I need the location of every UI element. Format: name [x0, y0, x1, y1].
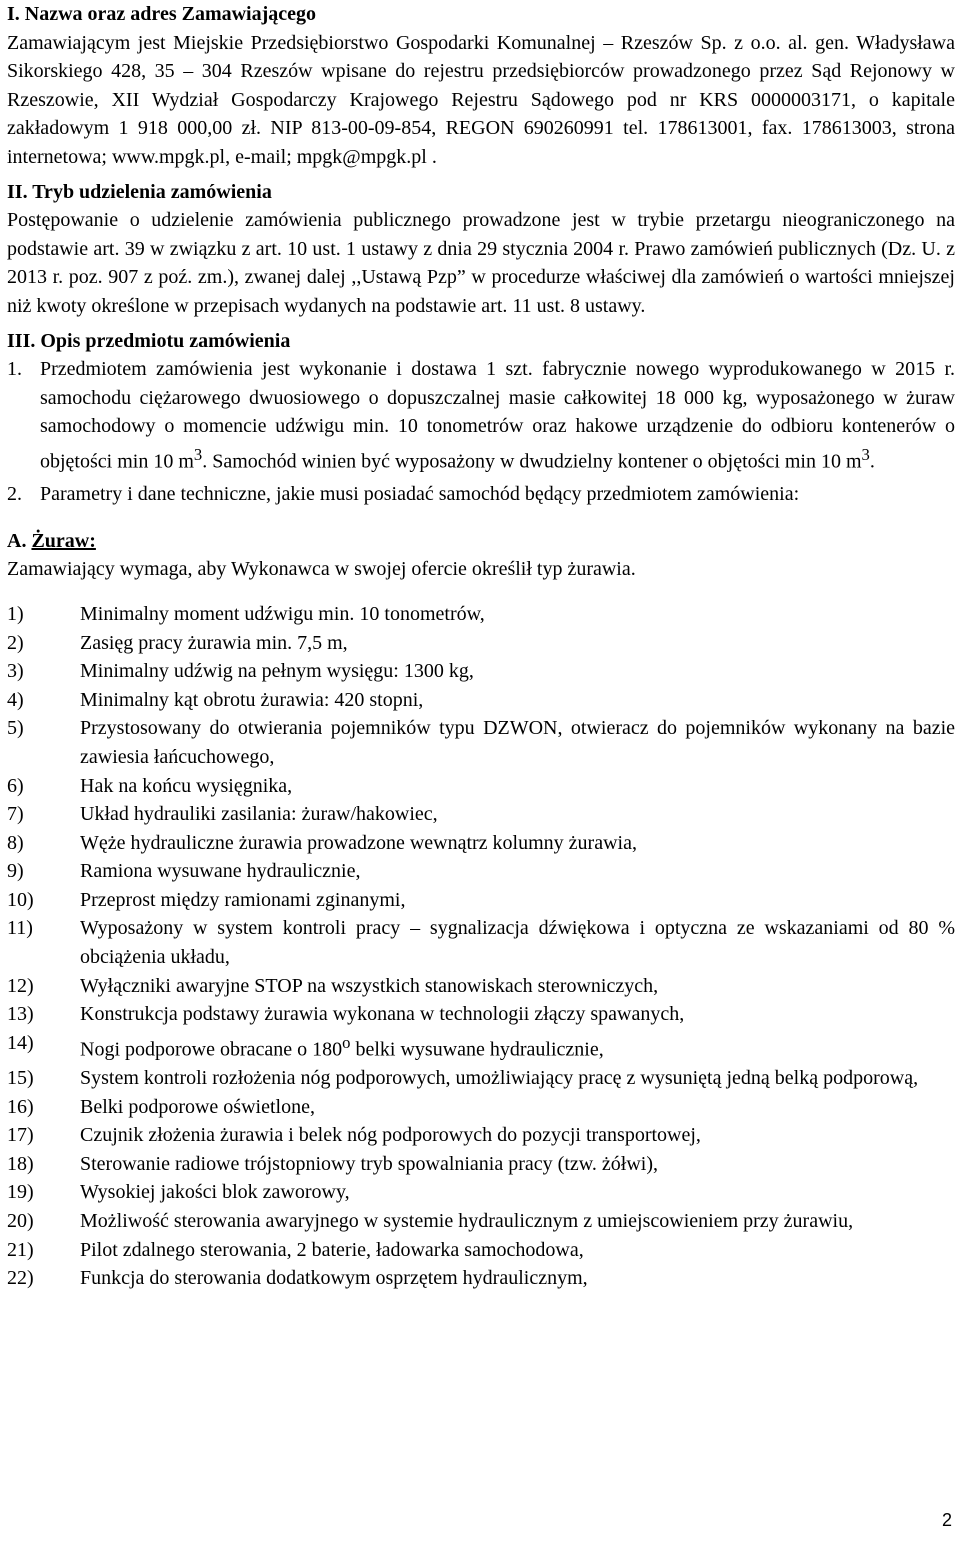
item-number: 15) — [7, 1067, 34, 1090]
list-item — [7, 886, 955, 915]
crane-intro: Zamawiający wymaga, aby Wykonawca w swojej ofercie określił typ żurawia. — [7, 558, 636, 581]
item-text: Pilot zdalnego sterowania, 2 baterie, ładowarka samochodowa, — [80, 1238, 584, 1261]
item-number: 13) — [7, 1003, 34, 1026]
crane-title: Żuraw: — [31, 529, 96, 552]
page-number: 2 — [941, 1510, 952, 1531]
crane-letter: A. — [7, 529, 27, 552]
item-number: 9) — [7, 860, 24, 883]
item-text: Możliwość sterowania awaryjnego w systemie hydraulicznym z umiejscowieniem przy żurawiu, — [80, 1210, 854, 1233]
list-item — [7, 629, 955, 658]
list-item — [7, 1000, 955, 1029]
item-text: Ramiona wysuwane hydraulicznie, — [80, 860, 361, 883]
item-text: Minimalny kąt obrotu żurawia: 420 stopni, — [80, 688, 424, 711]
list-item — [7, 972, 955, 1001]
item-number: 18) — [7, 1152, 34, 1175]
superscript: 3 — [861, 444, 870, 464]
item-number: 1. — [7, 358, 22, 381]
section-3-title: III. Opis przedmiotu zamówienia — [7, 329, 291, 352]
item-number: 1) — [7, 602, 24, 625]
crane-heading — [7, 527, 955, 556]
item-number: 2) — [7, 631, 24, 654]
item-number: 16) — [7, 1095, 34, 1118]
item-number: 7) — [7, 803, 24, 826]
item-text: Przystosowany do otwierania pojemników typu DZWON, otwieracz do pojemników wykonany na bazie zawiesia łańcuchowego, — [80, 717, 955, 768]
document-page — [7, 0, 955, 1293]
list-item — [7, 1121, 955, 1150]
list-item — [7, 800, 955, 829]
section-3-list — [7, 355, 955, 509]
list-item — [7, 1236, 955, 1265]
item-text: Przeprost między ramionami zginanymi, — [80, 888, 406, 911]
item-text: Czujnik złożenia żurawia i belek nóg podporowych do pozycji transportowej, — [80, 1124, 701, 1147]
item-text: Przedmiotem zamówienia jest wykonanie i dostawa 1 szt. fabrycznie nowego wyprodukowanego w 2015 r. samochodu ciężarowego dwuosiowego o dopuszczalnej masie całkowitej 18 000 kg, wyposażonego w żuraw samochodowy o momencie udźwigu min. 10 tonometrów oraz hakowe urządzenie do odbioru kontenerów o objętości min 10 $m^3$. Samochód winien być wyposażony w dwudzielny kontener o objętości min 10 $m^3$. — [40, 358, 955, 473]
item-text: Wysokiej jakości blok zaworowy, — [80, 1181, 350, 1204]
section-2-body: Postępowanie o udzielenie zamówienia publicznego prowadzone jest w trybie przetargu nieograniczonego na podstawie art. 39 w związku z art. 10 ust. 1 ustawy z dnia 29 stycznia 2004 r. Prawo zamówień publicznych (Dz. U. z 2013 r. poz. 907 z poź. zm.), zwanej dalej ,,Ustawą Pzp” w procedurze właściwej dla zamówień o wartości mniejszej niż kwoty określone w przepisach wydanych na podstawie art. 11 ust. 8 ustawy. — [7, 209, 955, 317]
section-3-item-2 — [7, 480, 955, 509]
section-1-title: I. Nazwa oraz adres Zamawiającego — [7, 3, 317, 25]
item-number: 4) — [7, 688, 24, 711]
item-number: 5) — [7, 717, 24, 740]
list-item — [7, 714, 955, 771]
list-item — [7, 1207, 955, 1236]
item-number: 17) — [7, 1124, 34, 1147]
item-number: 3) — [7, 660, 24, 683]
list-item — [7, 857, 955, 886]
item-number: 8) — [7, 831, 24, 854]
crane-requirements-list — [7, 600, 955, 1293]
section-1-body: Zamawiającym jest Miejskie Przedsiębiorstwo Gospodarki Komunalnej – Rzeszów Sp. z o.o. al. gen. Władysława Sikorskiego 428, 35 – 304 Rzeszów wpisane do rejestru przedsiębiorców prowadzonego przez Sąd Rejonowy w Rzeszowie, XII Wydział Gospodarczy Krajowego Rejestru Sądowego pod nr KRS 0000003171, o kapitale zakładowym 1 918 000,00 zł. NIP 813-00-09-854, REGON 690260991 tel. 178613001, fax. 178613003, strona internetowa; www.mpgk.pl, e-mail; mpgk@mpgk.pl . — [7, 31, 955, 168]
item-text: Wyposażony w system kontroli pracy – sygnalizacja dźwiękowa i optyczna ze wskazaniami od 80 % obciążenia układu, — [80, 917, 955, 969]
list-item — [7, 914, 955, 971]
item-text: Zasięg pracy żurawia min. 7,5 m, — [80, 631, 348, 654]
item-text: Belki podporowe oświetlone, — [80, 1095, 315, 1118]
item-number: 21) — [7, 1238, 34, 1261]
item-text: System kontroli rozłożenia nóg podporowych, umożliwiający pracę z wysuniętą jedną belką podporową, — [80, 1067, 919, 1090]
list-item — [7, 1264, 955, 1293]
list-item — [7, 829, 955, 858]
list-item — [7, 1093, 955, 1122]
item-number: 12) — [7, 974, 34, 997]
item-text: Układ hydrauliki zasilania: żuraw/hakowiec, — [80, 803, 438, 826]
item-number: 6) — [7, 774, 24, 797]
item-text: Konstrukcja podstawy żurawia wykonana w technologii złączy spawanych, — [80, 1003, 685, 1026]
item-text: Parametry i dane techniczne, jakie musi posiadać samochód będący przedmiotem zamówienia: — [40, 483, 800, 506]
item-text: Minimalny udźwig na pełnym wysięgu: 1300 kg, — [80, 660, 474, 683]
item-number: 19) — [7, 1181, 34, 1204]
item-number: 22) — [7, 1267, 34, 1290]
list-item — [7, 1029, 955, 1064]
item-number: 2. — [7, 483, 22, 506]
list-item — [7, 772, 955, 801]
superscript: o — [342, 1032, 351, 1052]
list-item — [7, 600, 955, 629]
list-item — [7, 686, 955, 715]
item-text: Nogi podporowe obracane o 180$^o$ belki wysuwane hydraulicznie, — [80, 1032, 604, 1061]
item-number: 11) — [7, 917, 33, 940]
list-item — [7, 1178, 955, 1207]
item-text: Sterowanie radiowe trójstopniowy tryb spowalniania pracy (tzw. żółwi), — [80, 1152, 658, 1175]
item-number: 20) — [7, 1210, 34, 1233]
item-text: Minimalny moment udźwigu min. 10 tonometrów, — [80, 602, 485, 625]
item-text: Funkcja do sterowania dodatkowym osprzętem hydraulicznym, — [80, 1267, 588, 1290]
superscript: 3 — [193, 444, 203, 464]
section-3-item-1 — [7, 355, 955, 476]
list-item — [7, 1150, 955, 1179]
item-number: 10) — [7, 888, 34, 911]
item-number: 14) — [7, 1031, 34, 1054]
section-2-title: II. Tryb udzielenia zamówienia — [7, 180, 272, 203]
item-text: Hak na końcu wysięgnika, — [80, 774, 293, 797]
list-item — [7, 1064, 955, 1093]
item-text: Wyłączniki awaryjne STOP na wszystkich stanowiskach sterowniczych, — [80, 974, 659, 997]
list-item — [7, 657, 955, 686]
item-text: Węże hydrauliczne żurawia prowadzone wewnątrz kolumny żurawia, — [80, 831, 637, 854]
